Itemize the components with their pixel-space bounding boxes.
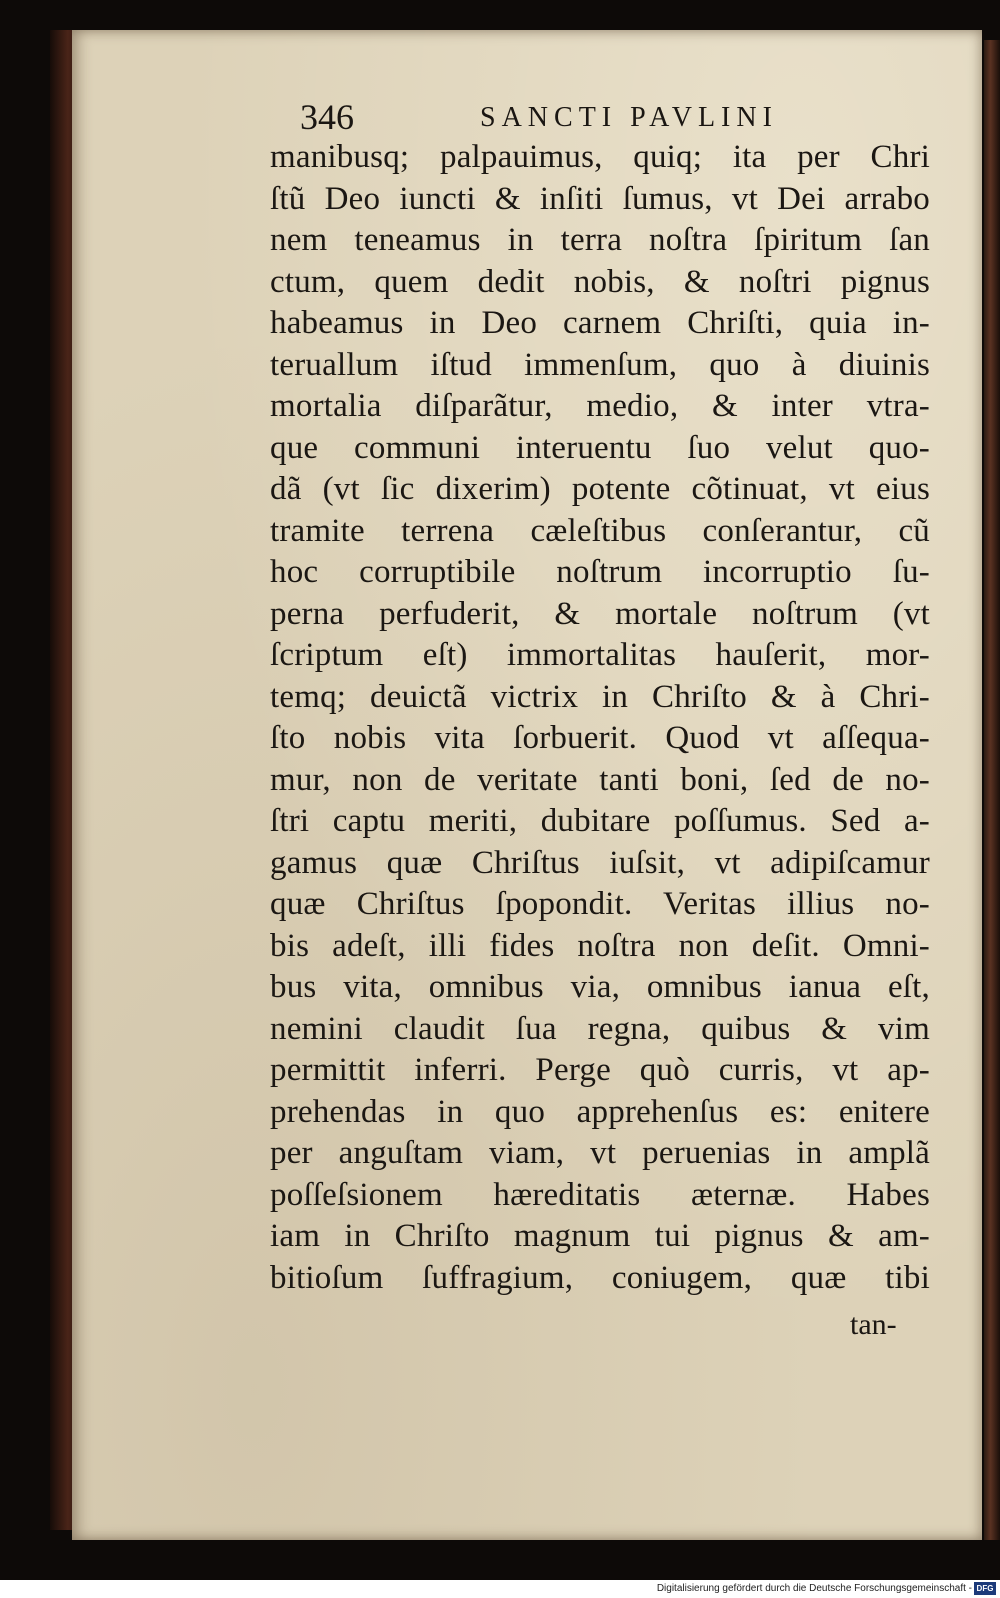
text-line: ſtũ Deo iuncti & inſiti ſumus, vt Dei arrabo xyxy=(270,180,930,217)
body-text xyxy=(270,137,930,1299)
catchword: tan- xyxy=(850,1308,897,1341)
text-line: nem teneamus in terra noſtra ſpiritum ſan xyxy=(270,222,930,258)
text-line: bus vita, omnibus via, omnibus ianua eſt, xyxy=(270,969,930,1005)
text-line: bitioſum ſuffragium, coniugem, quæ tibi xyxy=(270,1259,930,1296)
text-line: teruallum iſtud immenſum, quo à diuinis xyxy=(270,346,930,383)
page-header xyxy=(300,96,940,138)
text-line: poſſeſsionem hæreditatis æternæ. Habes xyxy=(270,1176,930,1213)
text-line: iam in Chriſto magnum tui pignus & am- xyxy=(270,1218,930,1254)
page-number: 346 xyxy=(300,97,354,137)
running-head: SANCTI PAVLINI xyxy=(480,102,778,133)
text-line: quæ Chriſtus ſpopondit. Veritas illius no- xyxy=(270,886,930,922)
text-line: ſto nobis vita ſorbuerit. Quod vt aſſequa- xyxy=(270,720,930,756)
text-line: habeamus in Deo carnem Chriſti, quia in- xyxy=(270,305,930,341)
dfg-logo: DFG xyxy=(974,1582,996,1595)
text-line: mortalia diſparãtur, medio, & inter vtra- xyxy=(270,388,930,424)
text-line: tramite terrena cæleſtibus conſerantur, cũ xyxy=(270,512,930,549)
text-line: hoc corruptibile noſtrum incorruptio ſu- xyxy=(270,554,930,590)
text-line: nemini claudit ſua regna, quibus & vim xyxy=(270,1010,930,1047)
text-line: temq; deuictã victrix in Chriſto & à Chri- xyxy=(270,678,930,715)
text-line: mur, non de veritate tanti boni, ſed de no- xyxy=(270,761,930,798)
text-line: ſcriptum eſt) immortalitas hauſerit, mor- xyxy=(270,637,930,673)
text-line: ſtri captu meriti, dubitare poſſumus. Sed a- xyxy=(270,803,930,839)
text-line: gamus quæ Chriſtus iuſsit, vt adipiſcamur xyxy=(270,844,930,881)
text-line: permittit inferri. Perge quò curris, vt ap- xyxy=(270,1052,930,1088)
book-fore-edge xyxy=(984,40,1000,1540)
text-line: ctum, quem dedit nobis, & noſtri pignus xyxy=(270,263,930,300)
text-line: que communi interuentu ſuo velut quo- xyxy=(270,429,930,466)
text-line: manibusq; palpauimus, quiq; ita per Chri xyxy=(270,139,930,175)
text-line: per anguſtam viam, vt peruenias in amplã xyxy=(270,1135,930,1171)
text-line: prehendas in quo apprehenſus es: enitere xyxy=(270,1093,930,1130)
text-line: perna perfuderit, & mortale noſtrum (vt xyxy=(270,595,930,632)
text-line: dã (vt ſic dixerim) potente cõtinuat, vt eius xyxy=(270,471,930,507)
text-line: bis adeſt, illi fides noſtra non deſit. Omni- xyxy=(270,927,930,964)
digitization-credit: Digitalisierung gefördert durch die Deutsche Forschungsgemeinschaft - xyxy=(656,1583,972,1594)
